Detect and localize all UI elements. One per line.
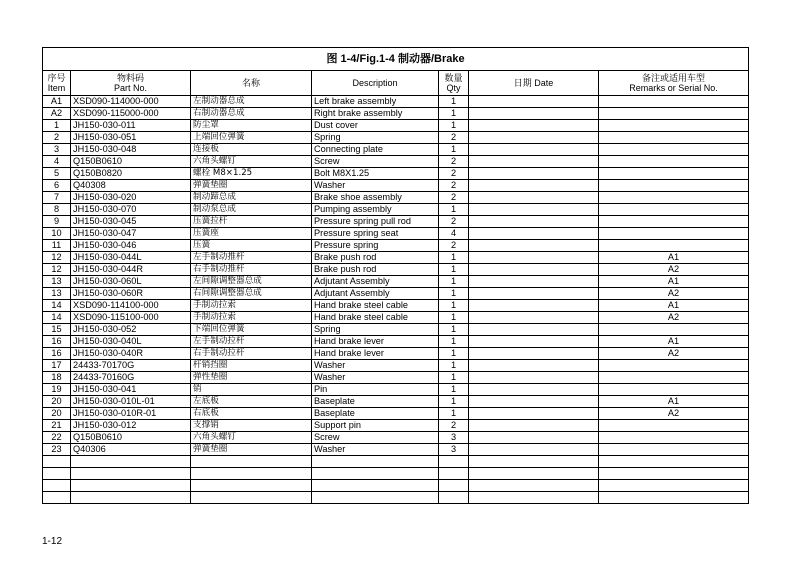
empty-cell (191, 480, 312, 492)
cell-part-no: JH150-030-020 (71, 192, 191, 204)
cell-description: Connecting plate (312, 144, 439, 156)
cell-remarks: A2 (599, 408, 749, 420)
cell-part-no: JH150-030-051 (71, 132, 191, 144)
cell-name-cn: 右制动器总成 (191, 108, 312, 120)
cell-qty: 1 (439, 348, 469, 360)
cell-name-cn: 压簧拉杆 (191, 216, 312, 228)
cell-remarks (599, 204, 749, 216)
cell-remarks (599, 216, 749, 228)
cell-description: Baseplate (312, 408, 439, 420)
cell-item: 12 (43, 252, 71, 264)
cell-remarks (599, 360, 749, 372)
table-row (43, 336, 749, 348)
table-row (43, 132, 749, 144)
header-date: 日期 Date (469, 71, 599, 96)
cell-remarks: A2 (599, 264, 749, 276)
cell-date (469, 288, 599, 300)
cell-item: 13 (43, 276, 71, 288)
cell-description: Hand brake lever (312, 348, 439, 360)
empty-cell (191, 456, 312, 468)
cell-part-no: XSD090-115000-000 (71, 108, 191, 120)
cell-qty: 1 (439, 312, 469, 324)
cell-name-cn: 弹性垫圈 (191, 372, 312, 384)
cell-qty: 4 (439, 228, 469, 240)
cell-qty: 2 (439, 216, 469, 228)
cell-name-cn: 左手制动推杆 (191, 252, 312, 264)
empty-cell (469, 480, 599, 492)
cell-description: Pressure spring pull rod (312, 216, 439, 228)
cell-item: 3 (43, 144, 71, 156)
cell-name-cn: 左制动器总成 (191, 96, 312, 108)
cell-item: 10 (43, 228, 71, 240)
cell-part-no: JH150-030-040R (71, 348, 191, 360)
cell-description: Washer (312, 372, 439, 384)
table-row (43, 96, 749, 108)
cell-name-cn: 销 (191, 384, 312, 396)
cell-qty: 1 (439, 408, 469, 420)
cell-remarks: A2 (599, 288, 749, 300)
cell-part-no: JH150-030-045 (71, 216, 191, 228)
cell-description: Bolt M8X1.25 (312, 168, 439, 180)
cell-date (469, 192, 599, 204)
table-row (43, 324, 749, 336)
table-row (43, 396, 749, 408)
cell-description: Washer (312, 180, 439, 192)
cell-remarks: A1 (599, 300, 749, 312)
parts-list-sheet (42, 47, 748, 504)
cell-remarks (599, 228, 749, 240)
cell-name-cn: 右手制动拉杆 (191, 348, 312, 360)
empty-cell (312, 480, 439, 492)
cell-description: Hand brake steel cable (312, 300, 439, 312)
empty-cell (71, 468, 191, 480)
cell-date (469, 168, 599, 180)
cell-description: Dust cover (312, 120, 439, 132)
empty-cell (43, 480, 71, 492)
cell-remarks: A2 (599, 312, 749, 324)
empty-cell (439, 456, 469, 468)
cell-name-cn: 制动泵总成 (191, 204, 312, 216)
cell-item: 14 (43, 300, 71, 312)
cell-part-no: JH150-030-041 (71, 384, 191, 396)
cell-description: Adjutant Assembly (312, 288, 439, 300)
cell-name-cn: 螺栓 M8×1.25 (191, 168, 312, 180)
cell-qty: 3 (439, 432, 469, 444)
cell-remarks (599, 144, 749, 156)
cell-part-no: JH150-030-048 (71, 144, 191, 156)
cell-description: Screw (312, 432, 439, 444)
cell-item: 2 (43, 132, 71, 144)
empty-cell (71, 480, 191, 492)
cell-name-cn: 左间隙调整器总成 (191, 276, 312, 288)
cell-qty: 2 (439, 168, 469, 180)
cell-date (469, 420, 599, 432)
cell-date (469, 384, 599, 396)
cell-qty: 1 (439, 324, 469, 336)
cell-part-no: 24433-70160G (71, 372, 191, 384)
cell-part-no: JH150-030-010L-01 (71, 396, 191, 408)
cell-description: Spring (312, 324, 439, 336)
cell-description: Right brake assembly (312, 108, 439, 120)
cell-part-no: Q150B0610 (71, 156, 191, 168)
cell-name-cn: 制动蹄总成 (191, 192, 312, 204)
cell-description: Brake shoe assembly (312, 192, 439, 204)
header-item: 序号 Item (43, 71, 71, 96)
cell-date (469, 276, 599, 288)
cell-name-cn: 支撑销 (191, 420, 312, 432)
cell-description: Spring (312, 132, 439, 144)
cell-date (469, 180, 599, 192)
cell-qty: 1 (439, 396, 469, 408)
cell-part-no: XSD090-114100-000 (71, 300, 191, 312)
cell-date (469, 444, 599, 456)
cell-name-cn: 六角头螺钉 (191, 432, 312, 444)
cell-item: 16 (43, 348, 71, 360)
header-qty: 数量 Qty (439, 71, 469, 96)
table-row (43, 312, 749, 324)
empty-cell (312, 468, 439, 480)
cell-description: Pressure spring seat (312, 228, 439, 240)
cell-part-no: Q150B0820 (71, 168, 191, 180)
cell-remarks (599, 432, 749, 444)
cell-remarks: A1 (599, 336, 749, 348)
table-row (43, 108, 749, 120)
empty-cell (439, 480, 469, 492)
cell-date (469, 228, 599, 240)
cell-item: 19 (43, 384, 71, 396)
cell-remarks: A1 (599, 252, 749, 264)
cell-part-no: JH150-030-011 (71, 120, 191, 132)
cell-name-cn: 压簧座 (191, 228, 312, 240)
cell-description: Screw (312, 156, 439, 168)
table-row (43, 432, 749, 444)
cell-remarks (599, 108, 749, 120)
cell-qty: 1 (439, 144, 469, 156)
cell-part-no: Q40308 (71, 180, 191, 192)
cell-date (469, 312, 599, 324)
cell-qty: 2 (439, 420, 469, 432)
empty-cell (191, 468, 312, 480)
cell-part-no: XSD090-115100-000 (71, 312, 191, 324)
cell-name-cn: 手制动拉索 (191, 300, 312, 312)
cell-date (469, 396, 599, 408)
cell-name-cn: 上端回位弹簧 (191, 132, 312, 144)
cell-description: Pressure spring (312, 240, 439, 252)
cell-date (469, 348, 599, 360)
cell-remarks (599, 168, 749, 180)
empty-cell (469, 456, 599, 468)
cell-remarks (599, 192, 749, 204)
cell-qty: 2 (439, 240, 469, 252)
table-row (43, 288, 749, 300)
cell-qty: 1 (439, 372, 469, 384)
cell-item: 15 (43, 324, 71, 336)
table-row (43, 180, 749, 192)
cell-date (469, 336, 599, 348)
header-part-no: 物料码 Part No. (71, 71, 191, 96)
cell-remarks (599, 180, 749, 192)
parts-table (42, 47, 749, 504)
cell-item: 23 (43, 444, 71, 456)
cell-part-no: JH150-030-012 (71, 420, 191, 432)
cell-date (469, 204, 599, 216)
cell-remarks (599, 372, 749, 384)
cell-part-no: JH150-030-052 (71, 324, 191, 336)
cell-date (469, 432, 599, 444)
cell-description: Left brake assembly (312, 96, 439, 108)
cell-name-cn: 左手制动拉杆 (191, 336, 312, 348)
cell-item: 21 (43, 420, 71, 432)
cell-name-cn: 六角头螺钉 (191, 156, 312, 168)
cell-description: Brake push rod (312, 252, 439, 264)
cell-item: A2 (43, 108, 71, 120)
cell-qty: 2 (439, 192, 469, 204)
table-row (43, 408, 749, 420)
table-row (43, 372, 749, 384)
page-number: 1-12 (42, 536, 63, 547)
cell-part-no: 24433-70170G (71, 360, 191, 372)
cell-qty: 1 (439, 108, 469, 120)
header-name-cn: 名称 (191, 71, 312, 96)
table-row (43, 168, 749, 180)
table-row (43, 420, 749, 432)
cell-item: 13 (43, 288, 71, 300)
empty-cell (312, 492, 439, 504)
cell-name-cn: 防尘罩 (191, 120, 312, 132)
cell-name-cn: 连接板 (191, 144, 312, 156)
table-row (43, 204, 749, 216)
cell-name-cn: 弹簧垫圈 (191, 444, 312, 456)
empty-row (43, 468, 749, 480)
cell-date (469, 372, 599, 384)
cell-date (469, 300, 599, 312)
cell-part-no: JH150-030-010R-01 (71, 408, 191, 420)
empty-cell (191, 492, 312, 504)
cell-qty: 1 (439, 276, 469, 288)
cell-qty: 1 (439, 264, 469, 276)
cell-description: Pin (312, 384, 439, 396)
cell-item: 20 (43, 408, 71, 420)
table-row (43, 360, 749, 372)
cell-item: 9 (43, 216, 71, 228)
cell-qty: 1 (439, 204, 469, 216)
cell-part-no: JH150-030-040L (71, 336, 191, 348)
cell-item: 8 (43, 204, 71, 216)
cell-part-no: Q150B0610 (71, 432, 191, 444)
cell-description: Washer (312, 360, 439, 372)
cell-qty: 2 (439, 156, 469, 168)
cell-remarks (599, 240, 749, 252)
cell-date (469, 108, 599, 120)
cell-qty: 1 (439, 252, 469, 264)
cell-qty: 1 (439, 336, 469, 348)
cell-remarks (599, 444, 749, 456)
cell-remarks (599, 96, 749, 108)
cell-remarks (599, 420, 749, 432)
cell-description: Hand brake steel cable (312, 312, 439, 324)
cell-qty: 1 (439, 288, 469, 300)
cell-description: Pumping assembly (312, 204, 439, 216)
table-row (43, 348, 749, 360)
cell-date (469, 96, 599, 108)
cell-name-cn: 弹簧垫圈 (191, 180, 312, 192)
table-row (43, 264, 749, 276)
cell-item: 17 (43, 360, 71, 372)
cell-item: 4 (43, 156, 71, 168)
cell-remarks: A2 (599, 348, 749, 360)
cell-item: 18 (43, 372, 71, 384)
cell-date (469, 120, 599, 132)
cell-part-no: JH150-030-060R (71, 288, 191, 300)
cell-item: 20 (43, 396, 71, 408)
cell-name-cn: 右手制动推杆 (191, 264, 312, 276)
cell-part-no: Q40306 (71, 444, 191, 456)
cell-item: A1 (43, 96, 71, 108)
cell-item: 6 (43, 180, 71, 192)
table-row (43, 300, 749, 312)
cell-item: 16 (43, 336, 71, 348)
empty-row (43, 492, 749, 504)
cell-remarks (599, 132, 749, 144)
cell-description: Adjutant Assembly (312, 276, 439, 288)
empty-cell (43, 456, 71, 468)
header-description: Description (312, 71, 439, 96)
cell-name-cn: 手制动拉索 (191, 312, 312, 324)
cell-item: 5 (43, 168, 71, 180)
empty-cell (469, 492, 599, 504)
cell-part-no: JH150-030-060L (71, 276, 191, 288)
table-row (43, 228, 749, 240)
empty-row (43, 456, 749, 468)
cell-date (469, 252, 599, 264)
cell-remarks (599, 324, 749, 336)
cell-date (469, 216, 599, 228)
cell-item: 12 (43, 264, 71, 276)
cell-qty: 2 (439, 132, 469, 144)
cell-name-cn: 右间隙调整器总成 (191, 288, 312, 300)
empty-cell (312, 456, 439, 468)
table-row (43, 192, 749, 204)
empty-cell (599, 468, 749, 480)
cell-date (469, 264, 599, 276)
cell-description: Brake push rod (312, 264, 439, 276)
cell-name-cn: 压簧 (191, 240, 312, 252)
header-remarks: 备注或适用车型 Remarks or Serial No. (599, 71, 749, 96)
table-row (43, 216, 749, 228)
cell-item: 14 (43, 312, 71, 324)
cell-qty: 3 (439, 444, 469, 456)
cell-date (469, 324, 599, 336)
table-row (43, 120, 749, 132)
table-row (43, 252, 749, 264)
cell-item: 22 (43, 432, 71, 444)
empty-cell (599, 456, 749, 468)
cell-name-cn: 下端回位弹簧 (191, 324, 312, 336)
cell-item: 7 (43, 192, 71, 204)
empty-cell (43, 492, 71, 504)
table-row (43, 384, 749, 396)
cell-date (469, 144, 599, 156)
cell-qty: 2 (439, 180, 469, 192)
cell-date (469, 408, 599, 420)
table-title: 图 1-4/Fig.1-4 制动器/Brake (43, 48, 749, 71)
cell-part-no: JH150-030-070 (71, 204, 191, 216)
cell-part-no: XSD090-114000-000 (71, 96, 191, 108)
cell-name-cn: 左底板 (191, 396, 312, 408)
empty-cell (599, 492, 749, 504)
table-row (43, 276, 749, 288)
cell-description: Hand brake lever (312, 336, 439, 348)
table-row (43, 156, 749, 168)
cell-date (469, 156, 599, 168)
empty-row (43, 480, 749, 492)
empty-cell (439, 492, 469, 504)
empty-cell (599, 480, 749, 492)
cell-item: 1 (43, 120, 71, 132)
cell-description: Washer (312, 444, 439, 456)
empty-cell (71, 456, 191, 468)
table-row (43, 444, 749, 456)
cell-remarks (599, 156, 749, 168)
cell-qty: 1 (439, 300, 469, 312)
cell-part-no: JH150-030-044L (71, 252, 191, 264)
cell-name-cn: 杆销挡圈 (191, 360, 312, 372)
empty-cell (71, 492, 191, 504)
cell-qty: 1 (439, 120, 469, 132)
cell-part-no: JH150-030-046 (71, 240, 191, 252)
cell-remarks (599, 120, 749, 132)
cell-item: 11 (43, 240, 71, 252)
cell-description: Baseplate (312, 396, 439, 408)
empty-cell (439, 468, 469, 480)
table-row (43, 240, 749, 252)
cell-date (469, 360, 599, 372)
cell-qty: 1 (439, 384, 469, 396)
cell-name-cn: 右底板 (191, 408, 312, 420)
cell-qty: 1 (439, 96, 469, 108)
table-row (43, 144, 749, 156)
empty-cell (469, 468, 599, 480)
cell-qty: 1 (439, 360, 469, 372)
empty-cell (43, 468, 71, 480)
cell-description: Support pin (312, 420, 439, 432)
cell-remarks: A1 (599, 276, 749, 288)
cell-part-no: JH150-030-044R (71, 264, 191, 276)
cell-date (469, 132, 599, 144)
cell-remarks: A1 (599, 396, 749, 408)
cell-date (469, 240, 599, 252)
cell-part-no: JH150-030-047 (71, 228, 191, 240)
cell-remarks (599, 384, 749, 396)
